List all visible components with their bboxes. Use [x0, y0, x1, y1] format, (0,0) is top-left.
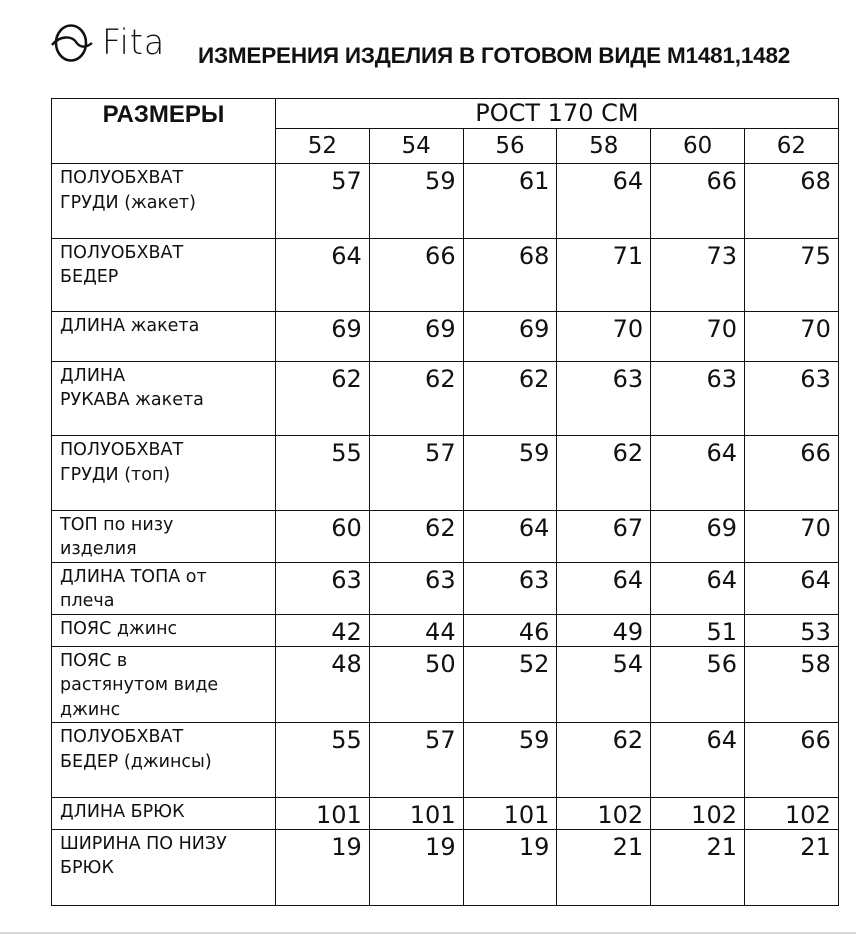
measurement-value: 69 — [369, 312, 463, 362]
table-row — [52, 614, 839, 646]
measurement-value: 59 — [463, 436, 557, 511]
table-row — [52, 829, 839, 906]
measurement-value: 66 — [744, 723, 838, 798]
measurement-value: 70 — [744, 312, 838, 362]
measurement-value: 56 — [651, 646, 745, 723]
measurement-value: 19 — [276, 829, 370, 906]
measurement-value: 52 — [463, 646, 557, 723]
measurement-label: ДЛИНА жакета — [52, 312, 276, 362]
measurement-value: 48 — [276, 646, 370, 723]
measurement-value: 66 — [651, 164, 745, 239]
measurement-label: ДЛИНА РУКАВА жакета — [52, 361, 276, 436]
measurement-value: 62 — [276, 361, 370, 436]
measurement-value: 67 — [557, 510, 651, 562]
measurement-value: 71 — [557, 238, 651, 312]
measurement-value: 50 — [369, 646, 463, 723]
measurement-value: 42 — [276, 614, 370, 646]
measurement-value: 70 — [557, 312, 651, 362]
page-header — [50, 18, 850, 78]
fita-logo-icon — [50, 23, 94, 63]
measurement-value: 21 — [651, 829, 745, 906]
measurement-value: 64 — [651, 723, 745, 798]
measurement-value: 62 — [369, 510, 463, 562]
measurement-label: ПОЛУОБХВАТ ГРУДИ (топ) — [52, 436, 276, 511]
measurement-value: 55 — [276, 436, 370, 511]
measurement-value: 19 — [463, 829, 557, 906]
size-header-62: 62 — [744, 129, 838, 164]
size-header-58: 58 — [557, 129, 651, 164]
measurement-label: ПОЛУОБХВАТ БЕДЕР — [52, 238, 276, 312]
measurement-label: ПОЛУОБХВАТ БЕДЕР (джинсы) — [52, 723, 276, 798]
document-title: ИЗМЕРЕНИЯ ИЗДЕЛИЯ В ГОТОВОМ ВИДЕ М1481,1482 — [198, 43, 791, 68]
table-row — [52, 723, 839, 798]
measurement-value: 102 — [744, 797, 838, 829]
measurement-value: 66 — [369, 238, 463, 312]
measurement-value: 64 — [651, 436, 745, 511]
measurement-value: 59 — [369, 164, 463, 239]
measurement-value: 64 — [557, 562, 651, 614]
sizes-header: РАЗМЕРЫ — [52, 99, 276, 164]
measurement-value: 21 — [557, 829, 651, 906]
measurement-value: 60 — [276, 510, 370, 562]
measurement-value: 64 — [651, 562, 745, 614]
measurement-value: 46 — [463, 614, 557, 646]
measurement-value: 64 — [463, 510, 557, 562]
measurement-value: 62 — [369, 361, 463, 436]
measurement-value: 63 — [463, 562, 557, 614]
measurement-value: 68 — [744, 164, 838, 239]
measurement-value: 62 — [463, 361, 557, 436]
measurement-label: ПОЯС джинс — [52, 614, 276, 646]
size-header-52: 52 — [276, 129, 370, 164]
table-row — [52, 164, 839, 239]
table-row — [52, 238, 839, 312]
measurement-value: 61 — [463, 164, 557, 239]
measurement-value: 68 — [463, 238, 557, 312]
measurement-value: 101 — [369, 797, 463, 829]
measurement-value: 44 — [369, 614, 463, 646]
measurement-label: ДЛИНА ТОПА от плеча — [52, 562, 276, 614]
table-body — [52, 164, 839, 906]
measurement-value: 75 — [744, 238, 838, 312]
measurement-value: 64 — [744, 562, 838, 614]
table-row — [52, 361, 839, 436]
height-header: РОСТ 170 СМ — [276, 99, 839, 129]
measurement-value: 69 — [463, 312, 557, 362]
measurement-value: 19 — [369, 829, 463, 906]
measurement-value: 66 — [744, 436, 838, 511]
measurement-value: 63 — [557, 361, 651, 436]
table-row — [52, 312, 839, 362]
measurement-value: 64 — [557, 164, 651, 239]
measurement-value: 49 — [557, 614, 651, 646]
table-row — [52, 436, 839, 511]
measurement-value: 21 — [744, 829, 838, 906]
measurement-value: 57 — [369, 436, 463, 511]
measurement-value: 64 — [276, 238, 370, 312]
measurement-value: 63 — [369, 562, 463, 614]
measurement-value: 63 — [276, 562, 370, 614]
measurement-value: 69 — [651, 510, 745, 562]
measurement-value: 59 — [463, 723, 557, 798]
size-header-54: 54 — [369, 129, 463, 164]
measurement-value: 62 — [557, 723, 651, 798]
table-row — [52, 646, 839, 723]
measurement-value: 57 — [369, 723, 463, 798]
measurement-label: ПОЛУОБХВАТ ГРУДИ (жакет) — [52, 164, 276, 239]
measurement-value: 58 — [744, 646, 838, 723]
measurement-value: 70 — [651, 312, 745, 362]
size-measurement-table — [51, 98, 839, 906]
measurement-label: ШИРИНА ПО НИЗУ БРЮК — [52, 829, 276, 906]
measurement-value: 57 — [276, 164, 370, 239]
brand-name: Fita — [102, 22, 166, 63]
size-header-60: 60 — [651, 129, 745, 164]
measurement-value: 102 — [557, 797, 651, 829]
table-row — [52, 797, 839, 829]
measurement-value: 101 — [463, 797, 557, 829]
table-row — [52, 510, 839, 562]
measurement-value: 102 — [651, 797, 745, 829]
measurement-label: ТОП по низу изделия — [52, 510, 276, 562]
size-header-56: 56 — [463, 129, 557, 164]
measurement-value: 63 — [651, 361, 745, 436]
header-row-height — [52, 99, 839, 129]
measurement-value: 70 — [744, 510, 838, 562]
measurement-label: ПОЯС в растянутом виде джинс — [52, 646, 276, 723]
measurement-value: 51 — [651, 614, 745, 646]
measurement-value: 55 — [276, 723, 370, 798]
measurement-value: 73 — [651, 238, 745, 312]
brand-logo — [50, 22, 168, 64]
measurement-value: 69 — [276, 312, 370, 362]
measurement-value: 62 — [557, 436, 651, 511]
measurement-value: 101 — [276, 797, 370, 829]
measurement-value: 54 — [557, 646, 651, 723]
measurement-label: ДЛИНА БРЮК — [52, 797, 276, 829]
measurement-value: 53 — [744, 614, 838, 646]
table-row — [52, 562, 839, 614]
measurement-value: 63 — [744, 361, 838, 436]
